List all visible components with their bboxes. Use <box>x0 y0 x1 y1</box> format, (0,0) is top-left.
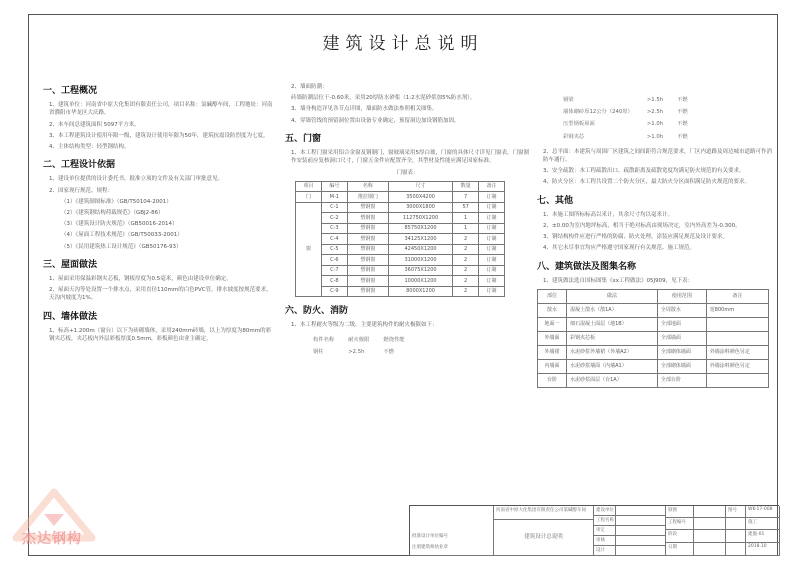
table-cell: 塑钢窗 <box>347 255 388 266</box>
section-heading-6: 六、防火、消防 <box>285 306 349 317</box>
table-cell: 散水 <box>538 304 567 318</box>
table-cell: 塑钢窗 <box>347 223 388 234</box>
section-1-list <box>43 101 273 151</box>
fire-rating-table-cont <box>555 93 696 144</box>
table-cell: 推拉钢门 <box>347 192 388 203</box>
table-cell: 31000X1200 <box>388 255 452 266</box>
table-row <box>296 202 505 213</box>
tb-unit: 河南省中原大化集团有限责任公司氯碱醇车间 <box>494 506 594 520</box>
paragraph: 2、总平面：本建筑与周围厂区建筑之间间距符合规范要求，厂区内道路及周边城市道路可作消防车通行。 <box>543 148 773 164</box>
table-cell: 订制 <box>479 265 505 276</box>
tb-label-draw: 制图 <box>666 506 694 518</box>
tb-label-stage: 阶段 <box>666 530 694 543</box>
code-item: （3）《建筑设计防火规范》（GB50016-2014） <box>61 221 178 228</box>
table-cell: 10000X1200 <box>388 276 452 287</box>
section-2-codes <box>43 198 273 251</box>
table-row <box>538 346 769 360</box>
fire-rating-table <box>305 333 413 359</box>
table-header-cell: 备注 <box>479 181 505 192</box>
paragraph: 2、本车间总建筑面积 5097平方米。 <box>49 121 140 128</box>
table-cell: 8000X1200 <box>388 286 452 297</box>
tb-approve-value <box>616 526 666 536</box>
table-cell: 构件名称 <box>313 336 335 343</box>
table-cell: 订制 <box>479 276 505 287</box>
tb-blank-2 <box>726 518 746 530</box>
tb-label-owner: 建设单位 <box>594 506 616 516</box>
table-cell: 2 <box>453 265 479 276</box>
table-cell: 订制 <box>479 202 505 213</box>
table-row <box>557 119 694 129</box>
table-row <box>538 332 769 346</box>
table-row <box>557 95 694 105</box>
table-row <box>296 265 505 276</box>
table-cell: 全部地面 <box>657 318 706 332</box>
table-cell: 钢柱 <box>313 348 324 355</box>
table-cell: 不燃 <box>677 97 688 103</box>
table-cell: 混凝土散水（散1A） <box>567 304 658 318</box>
code-item: （5）《民用建筑热工设计规范》（GB50176-93） <box>61 243 182 250</box>
code-item: （1）《建筑制图标准》（GB/T50104-2001） <box>61 198 172 205</box>
paragraph: 4、防火分区：本工程共设置二个防火分区，最大防火分区面积满足防火规范的要求。 <box>543 179 751 186</box>
tb-draw-value <box>694 506 726 518</box>
table-cell: 外墙涂料颜色另定 <box>706 346 768 360</box>
table-cell: 塑钢窗 <box>347 213 388 224</box>
section-2-intro <box>43 175 273 194</box>
table-cell: 订制 <box>479 213 505 224</box>
table-header-cell: 数量 <box>453 181 479 192</box>
table-cell <box>706 374 768 388</box>
tb-date-blank <box>694 543 726 556</box>
section-heading-5: 五、门窗 <box>285 133 322 144</box>
table-row <box>296 244 505 255</box>
table-row <box>296 286 505 297</box>
table-cell: >2.5h <box>646 109 664 116</box>
table-cell: 彩钢夹芯 <box>563 133 585 140</box>
table-row <box>296 255 505 266</box>
section-heading-1: 一、工程概况 <box>43 86 98 96</box>
tb-drawing-no: 建施-01 <box>746 530 780 543</box>
tb-label-check: 审核 <box>594 536 616 546</box>
company-logo-icon <box>4 488 104 564</box>
table-cell: 塑钢窗 <box>347 244 388 255</box>
tb-project-no: WK-17-008 <box>746 506 780 518</box>
table-cell: 订制 <box>479 255 505 266</box>
tb-label-approve: 审定 <box>594 526 616 536</box>
table-row <box>296 234 505 245</box>
section-3-list <box>43 275 273 303</box>
tb-project-value <box>616 516 666 526</box>
table-header-cell: 名称 <box>347 181 388 192</box>
table-cell: >1.0h <box>646 121 664 128</box>
section-4b-list <box>285 83 530 125</box>
table-cell: C-9 <box>321 286 347 297</box>
paragraph: 砖墙防潮层位于-0.60米，采用20厚防水砂浆（1:2水泥砂浆加5%防水剂）。 <box>291 95 476 102</box>
table-cell: 不燃 <box>383 348 395 355</box>
paragraph: 1、标高+1.200m（窗台）以下为砖砌墙体，采用240mm砖墙，以上为厚度为80mm的彩钢夹芯板，夹芯板内外层彩板厚度0.5mm，彩板颜色由业主确定。 <box>49 327 272 343</box>
table-cell: 112750X1200 <box>388 213 452 224</box>
column-left <box>43 77 273 346</box>
tb-design-value <box>616 546 666 556</box>
title-block <box>409 505 779 555</box>
table-cell: 1 <box>453 213 479 224</box>
table-cell: 水泥砂浆墙面（内墙A1） <box>567 360 658 374</box>
tb-stage: 施工 <box>746 518 780 530</box>
table-cell: 订制 <box>479 223 505 234</box>
table-cell: 外墙涂料颜色另定 <box>706 360 768 374</box>
tb-left-label-2: 注册建筑师执业章 <box>412 545 448 550</box>
table-cell: 外墙裙 <box>538 346 567 360</box>
code-item: （2）《建筑钢结构荷载规范》（GBJ2-86） <box>61 210 164 217</box>
table-cell: >1.0h <box>646 133 664 140</box>
door-window-table-title: 门窗表： <box>396 170 419 177</box>
drawing-sheet <box>28 14 778 556</box>
table-row <box>557 132 694 142</box>
table-cell: 全周散水 <box>657 304 706 318</box>
table-cell: 外墙面 <box>538 332 567 346</box>
table-cell: 压型钢板屋面 <box>563 121 595 128</box>
table-cell: 不燃 <box>677 121 688 128</box>
section-5-text: 1、本工程门窗采用铝合金窗及钢制门，窗玻璃采用5厚白玻，门窗的具体尺寸详见门窗表，门窗制作安装前应复核洞口尺寸，门窗五金件应配置齐全，其型材及性能应满足国家标准。 <box>291 150 530 165</box>
paragraph: 3、安全疏散：本工程疏散出口、疏散距离及疏散宽度均满足防火规范的有关要求。 <box>543 168 745 175</box>
paragraph: 1、本施工图所标标高以米计，其余尺寸均以毫米计。 <box>543 211 674 218</box>
table-row <box>538 374 769 388</box>
table-cell: 2 <box>453 255 479 266</box>
table-cell: 全部砌体墙面 <box>657 360 706 374</box>
table-cell: 使用范围 <box>657 290 706 304</box>
table-cell: 全部台阶 <box>657 374 706 388</box>
tb-check-value <box>616 536 666 546</box>
table-cell: 台阶 <box>538 374 567 388</box>
table-cell: 42450X1200 <box>388 244 452 255</box>
section-6-text: 1、本工程耐火等级为二级，主要建筑构件的耐火极限如下： <box>291 322 438 329</box>
paragraph: 2、国家现行规范、规程： <box>49 187 114 194</box>
table-cell: 订制 <box>479 286 505 297</box>
section-4-list <box>43 327 273 343</box>
table-cell: 塑钢窗 <box>347 286 388 297</box>
table-cell: 部位 <box>538 290 567 304</box>
section-heading-2: 二、工程设计依据 <box>43 160 116 171</box>
table-cell: C-8 <box>321 276 347 287</box>
section-8-text: 1、建筑做法选自国标图集《xx工程做法》05J909，见下表： <box>543 277 694 284</box>
table-cell: 地面一 <box>538 318 567 332</box>
table-cell: 3000X1800 <box>388 202 452 213</box>
tb-blank-4 <box>726 543 746 556</box>
tb-label-design: 设计 <box>594 546 616 556</box>
table-row <box>296 192 505 203</box>
tb-label-project: 工程名称 <box>594 516 616 526</box>
paragraph: 2、屋面天沟等处设置一个排水点，采用直径110mm的白色PVC管，排水坡度按规范要求，天沟内坡度为1%。 <box>49 287 272 302</box>
table-cell: 36075X1200 <box>388 265 452 276</box>
table-cell: 水泥砂浆面层（台1A） <box>567 374 658 388</box>
table-row <box>538 304 769 318</box>
paragraph: 4、其它未尽事宜均应严格遵守国家现行有关规范、施工规范。 <box>543 245 696 252</box>
group-cell: 门 <box>296 192 322 203</box>
table-cell: 燃烧性能 <box>383 336 405 343</box>
table-cell: C-5 <box>321 244 347 255</box>
table-cell: 订制 <box>479 192 505 203</box>
door-window-table <box>295 181 505 298</box>
table-cell: 2 <box>453 286 479 297</box>
table-cell <box>706 318 768 332</box>
materials-table <box>537 289 769 388</box>
table-cell: 彩钢夹芯板 <box>567 332 658 346</box>
section-heading-3: 三、屋面做法 <box>43 259 98 270</box>
table-cell: 不燃 <box>677 109 688 116</box>
table-cell: 全部砌体墙面 <box>657 346 706 360</box>
table-cell: 全部墙面 <box>657 332 706 346</box>
paragraph: 4、主体结构类型：轻型钢结构。 <box>49 144 130 151</box>
table-cell: 订制 <box>479 244 505 255</box>
table-cell: C-2 <box>321 213 347 224</box>
paragraph: 2、±0.00为室内地坪标高，相当于绝对标高由现场决定，室内外高差为-0.300。 <box>543 223 741 230</box>
table-cell: 34125X1200 <box>388 234 452 245</box>
table-cell: 备注 <box>706 290 768 304</box>
table-cell: 水泥砂浆外墙裙（外墙A2） <box>567 346 658 360</box>
table-header-row <box>538 290 769 304</box>
table-row <box>538 318 769 332</box>
paragraph: 3、墙身构造详见各节点详图，墙面防水做法参照相关图集。 <box>291 106 438 113</box>
table-header-cell: 项目 <box>296 181 322 192</box>
table-row <box>296 223 505 234</box>
table-cell: 3500X4200 <box>388 192 452 203</box>
table-cell <box>706 332 768 346</box>
table-cell: C-6 <box>321 255 347 266</box>
paragraph: 4、穿墙管线的预留洞位置由设备专业确定，预留洞边加设钢筋加固。 <box>291 117 460 124</box>
table-cell: 2 <box>453 276 479 287</box>
section-heading-4: 四、墙体做法 <box>43 311 98 322</box>
table-cell: 85750X1200 <box>388 223 452 234</box>
table-cell: 塑钢窗 <box>347 265 388 276</box>
table-row <box>557 107 694 117</box>
paragraph: 1、建筑单位：河南省中原大化集团有限责任公司，项目名称：氯碱醇车间，工程地址：河南省濮阳市华龙区大庆路。 <box>49 102 273 117</box>
table-cell: 塑钢窗 <box>347 202 388 213</box>
table-header-cell: 编号 <box>321 181 347 192</box>
table-cell: C-7 <box>321 265 347 276</box>
paragraph: 1、建设单位提供的设计委托书，批准立项的文件及有关部门审批意见。 <box>49 176 224 183</box>
tb-date: 2018.10 <box>746 543 780 556</box>
section-7-list <box>537 211 772 253</box>
table-row <box>296 276 505 287</box>
table-cell: >1.5h <box>646 97 664 103</box>
table-cell: 2 <box>453 244 479 255</box>
section-heading-7: 七、其他 <box>537 195 574 206</box>
table-cell: 做法 <box>567 290 658 304</box>
tb-owner-value <box>616 506 666 516</box>
table-header-cell: 尺寸 <box>388 181 452 192</box>
tb-label-project-no: 工程编号 <box>666 518 694 530</box>
tb-left-label-1: 批准设计单位编号 <box>412 534 448 539</box>
table-row <box>307 335 411 345</box>
group-cell: 窗 <box>296 202 322 297</box>
table-row <box>296 213 505 224</box>
tb-left <box>410 506 494 556</box>
tb-label-drawing-no: 图号 <box>726 506 746 518</box>
table-cell: >2.5h <box>348 348 365 355</box>
table-cell: 塑钢窗 <box>347 276 388 287</box>
code-item: （4）《屋面工程技术规范》（GB/T50033-2001） <box>61 232 183 239</box>
paragraph: 2、墙面防潮： <box>291 84 328 90</box>
paragraph: 3、钢结构构件应进行严格的防腐、防火处理，涂装应满足规范及设计要求。 <box>543 234 729 241</box>
table-cell: C-3 <box>321 223 347 234</box>
table-cell: C-1 <box>321 202 347 213</box>
tb-blank-3 <box>726 530 746 543</box>
tb-label-date: 日期 <box>666 543 694 556</box>
table-cell: 细石混凝土面层（地1B） <box>567 318 658 332</box>
table-cell: 57 <box>453 202 479 213</box>
tb-drawing-name: 建筑设计总说明 <box>494 520 594 556</box>
table-cell: 不燃 <box>677 133 688 140</box>
table-cell: 耐火极限 <box>348 336 370 343</box>
column-middle <box>285 77 530 359</box>
table-cell: 钢梁 <box>563 97 574 103</box>
section-heading-8: 八、建筑做法及图集名称 <box>537 261 637 272</box>
paragraph: 1、屋面采用保温彩钢夹芯板，钢板厚度为0.5毫米，颜色由建设单位确定。 <box>49 276 232 283</box>
table-cell: 2 <box>453 234 479 245</box>
paragraph: 3、本工程建筑设计使用年限一级，建筑设计使用年限为50年，建筑抗震设防烈度为七度。 <box>49 132 269 139</box>
column-right <box>537 93 772 388</box>
table-cell: 内墙面 <box>538 360 567 374</box>
table-cell: 塑钢窗 <box>347 234 388 245</box>
table-cell: 订制 <box>479 234 505 245</box>
table-cell: 1 <box>453 223 479 234</box>
table-cell: C-4 <box>321 234 347 245</box>
table-row <box>307 347 411 357</box>
table-cell: 墙体砌砖厚12公分（240厚） <box>563 109 633 116</box>
tb-project-no-blank <box>694 518 726 530</box>
page-title: 建筑设计总说明 <box>322 34 484 54</box>
tb-stage-blank <box>694 530 726 543</box>
table-cell: 7 <box>453 192 479 203</box>
logo-text: 杰达钢构 <box>22 531 82 547</box>
table-row <box>538 360 769 374</box>
table-cell: M-1 <box>321 192 347 203</box>
section-6b-list <box>537 148 772 187</box>
table-cell: 宽800mm <box>706 304 768 318</box>
